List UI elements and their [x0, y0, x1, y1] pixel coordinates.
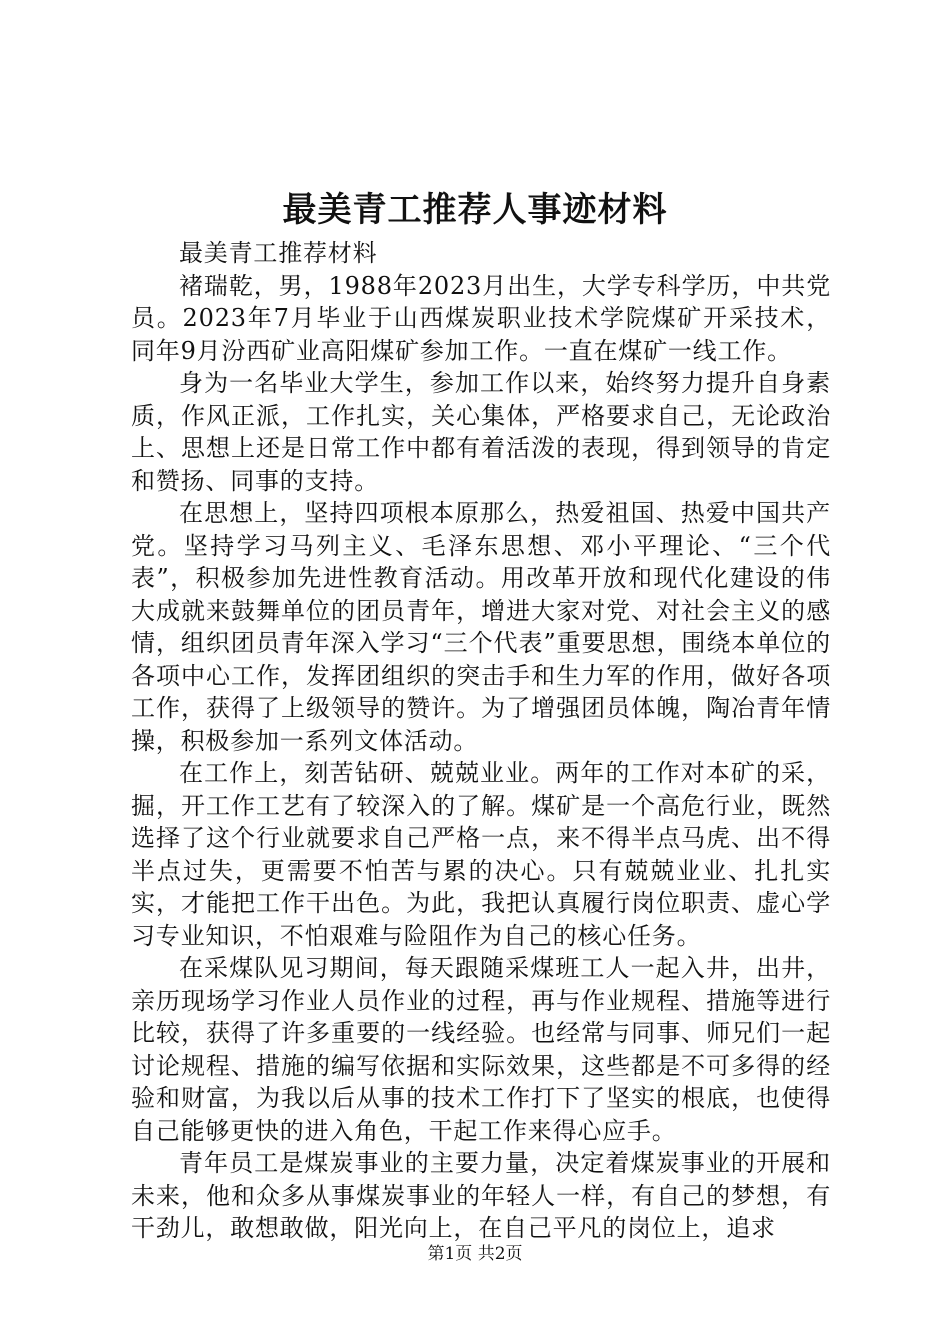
paragraph-subtitle: 最美青工推荐材料 [179, 239, 378, 267]
paragraph-youth: 青年员工是煤炭事业的主要力量，决定着煤炭事业的开展和未来，他和众多从事煤炭事业的年轻人一样，有自己的梦想，有干劲儿，敢想敢做，阳光向上，在自己平凡的岗位上，追求 [131, 1149, 831, 1242]
page-footer: 第1页 共2页 [427, 1244, 523, 1264]
paragraph-personal-info: 褚瑞乾，男，1988年2023月出生，大学专科学历，中共党员。2023年7月毕业于山西煤炭职业技术学院煤矿开采技术，同年9月汾西矿业高阳煤矿参加工作。一直在煤矿一线工作。 [131, 271, 831, 365]
paragraph-internship: 在采煤队见习期间，每天跟随采煤班工人一起入井，出井，亲历现场学习作业人员作业的过程，再与作业规程、措施等进行比较，获得了许多重要的一线经验。也经常与同事、师兄们一起讨论规程、措施的编写依据和实际效果，这些都是不可多得的经验和财富，为我以后从事的技术工作打下了坚实的根底，也使得自己能够更快的进入角色，干起工作来得心应手。 [131, 954, 831, 1145]
paragraph-ideology: 在思想上，坚持四项根本原那么，热爱祖国、热爱中国共产党。坚持学习马列主义、毛泽东思想、邓小平理论、“三个代表”，积极参加先进性教育活动。用改革开放和现代化建设的伟大成就来鼓舞单位的团员青年，增进大家对党、对社会主义的感情，组织团员青年深入学习“三个代表”重要思想，围绕本单位的各项中心工作，发挥团组织的突击手和生力军的作用，做好各项工作，获得了上级领导的赞许。为了增强团员体魄，陶冶青年情操，积极参加一系列文体活动。 [131, 499, 831, 755]
paragraph-overview: 身为一名毕业大学生，参加工作以来，始终努力提升自身素质，作风正派，工作扎实，关心集体，严格要求自己，无论政治上、思想上还是日常工作中都有着活泼的表现，得到领导的肯定和赞扬、同事的支持。 [131, 369, 831, 495]
document-body [131, 237, 831, 1245]
document-title: 最美青工推荐人事迹材料 [282, 190, 668, 230]
paragraph-work: 在工作上，刻苦钻研、兢兢业业。两年的工作对本矿的采，掘，开工作工艺有了较深入的了解。煤矿是一个高危行业，既然选择了这个行业就要求自己严格一点，来不得半点马虎、出不得半点过失，更需要不怕苦与累的决心。只有兢兢业业、扎扎实实，才能把工作干出色。为此，我把认真履行岗位职责、虚心学习专业知识，不怕艰难与险阻作为自己的核心任务。 [131, 759, 831, 950]
